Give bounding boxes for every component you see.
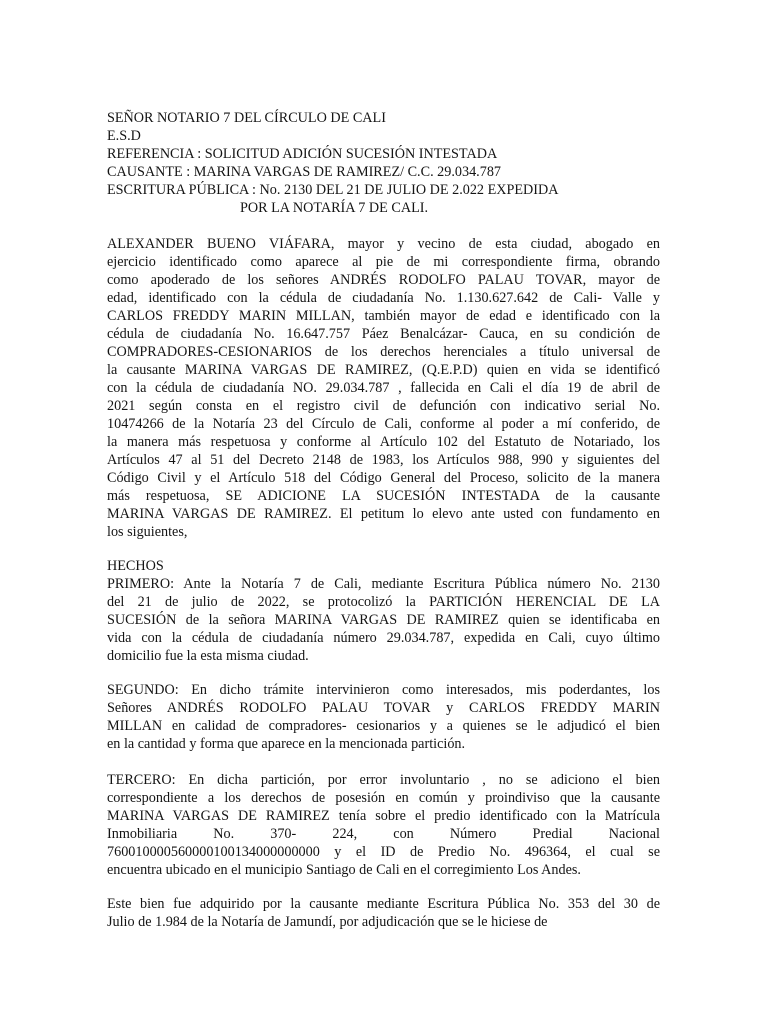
header-line-addressee: SEÑOR NOTARIO 7 DEL CÍRCULO DE CALI: [107, 110, 386, 126]
intro-line: cédula de ciudadanía No. 16.647.757 Páez Benalcázar- Cauca, en su condición de: [107, 326, 660, 342]
segundo-line: en la cantidad y forma que aparece en la mencionada partición.: [107, 736, 466, 752]
intro-line: 10474266 de la Notaría 23 del Círculo de Cali, conforme al poder a mí conferido, de: [107, 416, 660, 432]
intro-line: más respetuosa, SE ADICIONE LA SUCESIÓN INTESTADA de la causante: [107, 488, 660, 504]
intro-line: la causante MARINA VARGAS DE RAMIREZ, (Q.E.P.D) quien en vida se identificó: [107, 362, 660, 378]
primero-line: domicilio fue la esta misma ciudad.: [107, 648, 309, 664]
header-line-esd: E.S.D: [107, 128, 141, 144]
primero-line: vida con la cédula de ciudadanía número 29.034.787, expedida en Cali, cuyo último: [107, 630, 660, 646]
primero-line: PRIMERO: Ante la Notaría 7 de Cali, mediante Escritura Pública número No. 2130: [107, 576, 660, 592]
tercero-line: correspondiente a los derechos de posesión en común y proindiviso que la causante: [107, 790, 660, 806]
tercero-line: encuentra ubicado en el municipio Santiago de Cali en el corregimiento Los Andes.: [107, 862, 581, 878]
tercero-line: MARINA VARGAS DE RAMIREZ tenía sobre el predio identificado con la Matrícula: [107, 808, 660, 824]
tercero-line: 760010000560000100134000000000 y el ID de Predio No. 496364, el cual se: [107, 844, 660, 860]
final-line: Este bien fue adquirido por la causante mediante Escritura Pública No. 353 del 30 de: [107, 896, 660, 912]
header-line-causante: CAUSANTE : MARINA VARGAS DE RAMIREZ/ C.C. 29.034.787: [107, 164, 502, 180]
intro-line: los siguientes,: [107, 524, 188, 540]
intro-line: como apoderado de los señores ANDRÉS RODOLFO PALAU TOVAR, mayor de: [107, 272, 660, 288]
tercero-line: Inmobiliaria No. 370- 224, con Número Predial Nacional: [107, 826, 660, 842]
header-line-reference: REFERENCIA : SOLICITUD ADICIÓN SUCESIÓN INTESTADA: [107, 146, 498, 162]
intro-line: CARLOS FREDDY MARIN MILLAN, también mayor de edad e identificado con la: [107, 308, 660, 324]
intro-line: ejercicio identificado como aparece al pie de mi correspondiente firma, obrando: [107, 254, 660, 270]
segundo-line: SEGUNDO: En dicho trámite intervinieron como interesados, mis poderdantes, los: [107, 682, 660, 698]
intro-line: con la cédula de ciudadanía NO. 29.034.787 , fallecida en Cali el día 19 de abril de: [107, 380, 660, 396]
final-line: Julio de 1.984 de la Notaría de Jamundí, por adjudicación que se le hiciese de: [107, 914, 548, 930]
primero-line: del 21 de julio de 2022, se protocolizó la PARTICIÓN HERENCIAL DE LA: [107, 594, 660, 610]
intro-line: Código Civil y el Artículo 518 del Código General del Proceso, solicito de la manera: [107, 470, 660, 486]
intro-line: la manera más respetuosa y conforme al Artículo 102 del Estatuto de Notariado, los: [107, 434, 660, 450]
segundo-line: Señores ANDRÉS RODOLFO PALAU TOVAR y CARLOS FREDDY MARIN: [107, 700, 660, 716]
intro-line: Artículos 47 al 51 del Decreto 2148 de 1983, los Artículos 988, 990 y siguientes del: [107, 452, 660, 468]
intro-line: 2021 según consta en el registro civil de defunción con indicativo serial No.: [107, 398, 660, 414]
segundo-line: MILLAN en calidad de compradores- cesionarios y a quienes se le adjudicó el bien: [107, 718, 660, 734]
intro-line: ALEXANDER BUENO VIÁFARA, mayor y vecino de esta ciudad, abogado en: [107, 236, 660, 252]
intro-line: edad, identificado con la cédula de ciudadanía No. 1.130.627.642 de Cali- Valle y: [107, 290, 660, 306]
section-title-hechos: HECHOS: [107, 558, 164, 574]
primero-line: SUCESIÓN de la señora MARINA VARGAS DE RAMIREZ quien se identificaba en: [107, 612, 660, 628]
header-line-escritura: ESCRITURA PÚBLICA : No. 2130 DEL 21 DE JULIO DE 2.022 EXPEDIDA: [107, 182, 559, 198]
header-line-notaria: POR LA NOTARÍA 7 DE CALI.: [240, 200, 429, 216]
intro-line: COMPRADORES-CESIONARIOS de los derechos herenciales a título universal de: [107, 344, 660, 360]
tercero-line: TERCERO: En dicha partición, por error involuntario , no se adiciono el bien: [107, 772, 660, 788]
intro-line: MARINA VARGAS DE RAMIREZ. El petitum lo elevo ante usted con fundamento en: [107, 506, 660, 522]
